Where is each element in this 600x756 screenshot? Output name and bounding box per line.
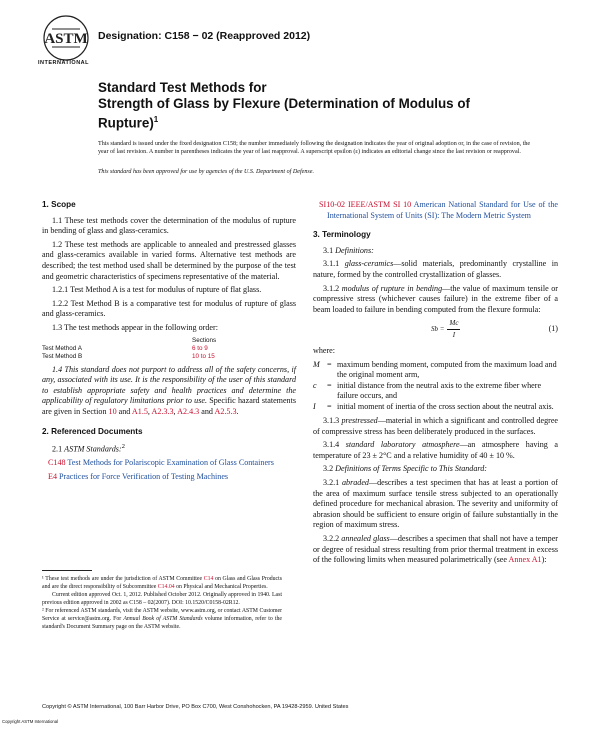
para-1-4: 1.4 This standard does not purport to address all of the safety concerns, if any, associated with its use. It is the responsibility of the user of this standard to establish appropriate safety and health practices and determine the applicability of regulatory limitations prior to use. Specific hazard statements are given in Section 10 and A1.5, A2.3.3, A2.4.3 and A2.5.3.	[42, 364, 296, 416]
sections-link[interactable]: 10 to 15	[192, 352, 215, 360]
footnote-2: ² For referenced ASTM standards, visit the ASTM website, www.astm.org, or contact ASTM Customer Service at service@astm.org. For Annual Book of ASTM Standards volume information, refer to the standard's Document Summary page on the ASTM website.	[42, 608, 283, 630]
a2-3-3-link[interactable]: A2.3.3	[151, 406, 174, 416]
para-3-1-1: 3.1.1 glass-ceramics—solid materials, predominantly crystalline in nature, formed by the controlled crystallization of glasses.	[313, 259, 559, 279]
flexure-equation	[313, 318, 558, 340]
astm-logo-icon	[42, 14, 90, 62]
footnote-rule	[42, 570, 92, 571]
definition-row: c = initial distance from the neutral axis to the extreme fiber where failure occurs, and	[313, 380, 542, 401]
para-3-1: 3.1 Definitions:	[323, 245, 374, 255]
footnote-1: ¹ These test methods are under the jurisdiction of ASTM Committee C14 on Glass and Glass Products and are the direct responsibility of Subcommittee C14.04 on Physical and Mechanical Properties.	[42, 576, 282, 590]
para-1-2-1: 1.2.1 Test Method A is a test for modulus of rupture of flat glass.	[52, 285, 262, 295]
footnote-1-edition: Current edition approved Oct. 1, 2012. Published October 2012. Originally approved in 1940. Last previous edition approved in 2002 as C158 – 02(2007). DOI: 10.1520/C0158-02R12.	[42, 592, 282, 606]
title-line-3: Rupture)	[98, 115, 154, 131]
equation-numerator: Mc	[447, 318, 460, 330]
para-3-1-3: 3.1.3 prestressed—material in which a significant and controlled degree of compressive stress has been deliberately produced in the surfaces.	[313, 415, 559, 436]
para-3-1-2: 3.1.2 modulus of rupture in bending—the value of maximum tensile or compressive stress (whichever causes failure) in the extreme fiber of a beam loaded to failure in bending computed from the flexure formula:	[313, 283, 558, 314]
annex-a1-link[interactable]: Annex A1	[508, 555, 542, 565]
para-3-2-1: 3.2.1 abraded—describes a test specimen that has at least a portion of the area of maximum surface tensile stress subjected to an operationally defined procedure for mechanical abrasion. The severity and uniformity of abrasion should be sufficient to ensure origin of failure substantially in the region of maximum stress.	[313, 477, 558, 530]
where-label: where:	[313, 346, 336, 356]
license-footer: Copyright ASTM International	[2, 719, 59, 724]
logo-subtext: INTERNATIONAL	[38, 60, 90, 66]
document-title	[98, 80, 538, 131]
copyright-footer: Copyright © ASTM International, 100 Barr Harbor Drive, PO Box C700, West Conshohocken, PA 19428-2959. United States	[42, 704, 349, 710]
scope-heading: 1. Scope	[42, 200, 76, 209]
para-3-1-4: 3.1.4 standard laboratory atmosphere—an atmosphere having a temperature of 23 ± 2°C and a relative humidity of 40 ± 10 %.	[313, 440, 558, 460]
left-column	[42, 200, 296, 486]
para-3-2: 3.2 Definitions of Terms Specific to This Standard:	[323, 464, 487, 474]
para-2-1: 2.1 ASTM Standards:$^2$	[52, 443, 125, 454]
definition-row: I = initial moment of inertia of the cross section about the neutral axis.	[313, 401, 554, 411]
refdocs-heading: 2. Referenced Documents	[42, 426, 143, 436]
title-footnote-mark: 1	[153, 115, 159, 124]
equation-denominator: I	[452, 330, 456, 339]
title-line-2: Strength of Glass by Flexure (Determination of Modulus of	[98, 96, 470, 111]
designation: Designation: C158 − 02 (Reapproved 2012)	[98, 30, 311, 42]
issuance-note: This standard is issued under the fixed designation C158; the number immediately following the designation indicates the year of original adoption or, in the case of revision, the year of last revision. A number in parentheses indicates the year of last reapproval. A superscript epsilon (ε) indicates an editorial change since the last revision or reapproval.	[98, 141, 531, 156]
para-1-2-2: 1.2.2 Test Method B is a comparative test for modulus of rupture of glass and glass-ceramics.	[42, 298, 296, 319]
table-header: Sections	[192, 336, 217, 344]
para-1-3: 1.3 The test methods appear in the following order:	[52, 322, 218, 332]
equation-label: (1)	[548, 324, 558, 334]
sections-table	[42, 337, 296, 361]
section-10-link[interactable]: 10	[108, 406, 117, 416]
table-row: Test Method A 6 to 9	[42, 344, 208, 352]
sections-link[interactable]: 6 to 9	[192, 344, 208, 352]
para-1-2: 1.2 These test methods are applicable to annealed and prestressed glasses and glass-ceramics available in varied forms. Alternative test methods are described; the test method used shall be determined by the purpose of the test and geometric characteristics of specimens representative of the material.	[42, 239, 296, 281]
equation-lhs: Sb =	[431, 325, 445, 334]
a2-5-3-link[interactable]: A2.5.3	[214, 406, 237, 416]
para-3-2-2: 3.2.2 annealed glass—describes a specimen that shall not have a temper or degree of residual stress resulting from prior thermal treatment in excess of the following limits when measured polarimetrically (see Annex A1):	[313, 533, 558, 565]
ref-si10[interactable]: SI10-02 IEEE/ASTM SI 10 American National Standard for Use of the International System of Units (SI): The Modern Metric System	[319, 200, 559, 220]
terminology-heading: 3. Terminology	[313, 230, 371, 240]
logo-text: ASTM	[44, 31, 88, 47]
para-1-1: 1.1 These test methods cover the determination of the modulus of rupture in bending of glass and glass-ceramics.	[42, 215, 296, 236]
a2-4-3-link[interactable]: A2.4.3	[177, 406, 200, 416]
ref-c148[interactable]: C148 Test Methods for Polariscopic Examination of Glass Containers	[48, 458, 274, 468]
footnotes	[42, 576, 282, 632]
table-row: Test Method B 10 to 15	[42, 352, 215, 360]
definition-row: M = maximum bending moment, computed from the maximum load and the original moment arm,	[313, 359, 557, 380]
a1-5-link[interactable]: A1.5	[131, 406, 148, 416]
approval-note: This standard has been approved for use by agencies of the U.S. Department of Defense.	[98, 169, 315, 175]
title-line-1: Standard Test Methods for	[98, 80, 267, 95]
right-column	[313, 200, 558, 569]
ref-e4[interactable]: E4 Practices for Force Verification of Testing Machines	[48, 471, 229, 481]
